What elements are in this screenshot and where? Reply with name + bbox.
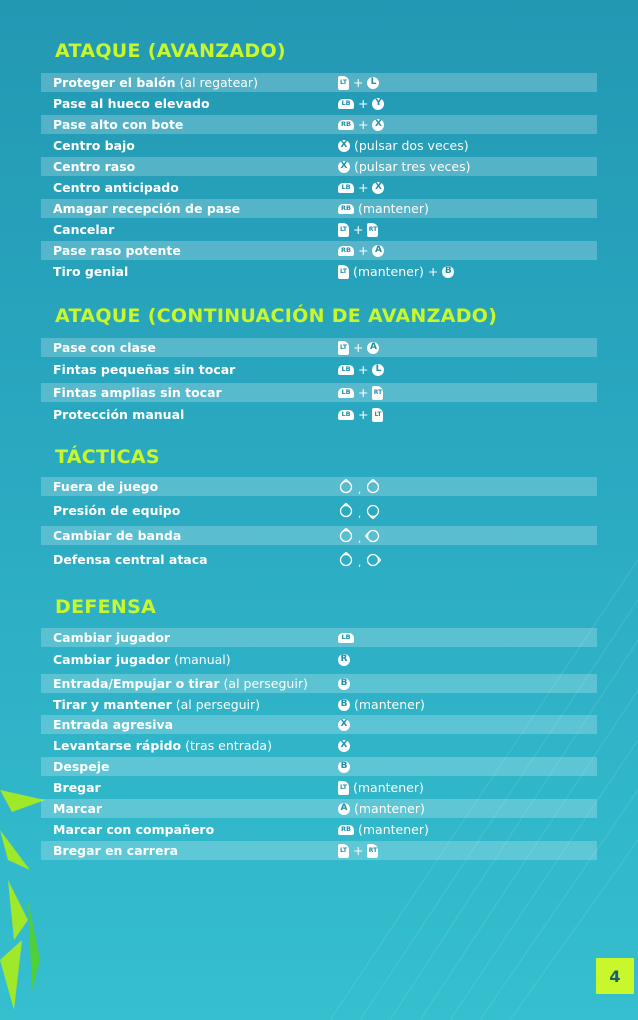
action-label (53, 676, 308, 691)
leaf-shape (0, 940, 22, 1010)
button-combo (338, 201, 429, 216)
button-combo (338, 138, 469, 153)
leaf-shape (8, 880, 28, 940)
button-combo (338, 75, 379, 90)
a-button-icon: A (372, 245, 384, 257)
combo-text: + (353, 843, 364, 858)
action-name: Marcar (53, 801, 103, 816)
x-button-icon: X (338, 719, 350, 731)
x-button-icon: X (338, 740, 350, 752)
action-note: (al perseguir) (171, 697, 261, 712)
button-combo (338, 740, 350, 752)
combo-text: + (353, 75, 364, 90)
combo-text: (mantener) (353, 780, 424, 795)
combo-text: (mantener) (354, 801, 425, 816)
button-combo (338, 801, 425, 816)
b-button-icon: B (338, 699, 350, 711)
action-name: Fintas pequeñas sin tocar (53, 362, 236, 377)
button-combo (338, 780, 424, 795)
control-row (41, 778, 597, 797)
action-label (53, 822, 214, 837)
control-row (41, 136, 597, 155)
rt-trigger-icon: RT (367, 844, 378, 858)
control-row (41, 360, 597, 379)
button-combo (338, 678, 350, 690)
action-name: Pase alto con bote (53, 117, 184, 132)
action-name: Cambiar jugador (53, 630, 171, 645)
dpad-down-icon (365, 503, 381, 519)
control-row (41, 115, 597, 134)
button-combo (338, 159, 470, 174)
combo-text: + (353, 340, 364, 355)
action-name: Bregar (53, 780, 101, 795)
rt-trigger-icon: RT (367, 223, 378, 237)
lt-trigger-icon: LT (338, 76, 349, 90)
action-label (53, 201, 240, 216)
button-combo (338, 697, 425, 712)
control-row (41, 736, 597, 755)
button-combo (338, 243, 384, 258)
rb-bumper-icon: RB (338, 246, 354, 256)
action-label (53, 759, 109, 774)
lb-bumper-icon: LB (338, 183, 354, 193)
control-row (41, 73, 597, 92)
action-label (53, 138, 135, 153)
combo-text: (mantener) (358, 201, 429, 216)
button-combo (338, 633, 354, 643)
action-name: Entrada/Empujar o tirar (53, 676, 220, 691)
action-label (53, 362, 235, 377)
control-row (41, 650, 597, 669)
action-name: Cambiar de banda (53, 528, 182, 543)
action-name: Centro anticipado (53, 180, 179, 195)
action-name: Centro raso (53, 159, 136, 174)
button-combo (338, 264, 454, 279)
x-button-icon: X (372, 119, 384, 131)
leaf-shape (28, 900, 40, 990)
section-title: TÁCTICAS (55, 446, 160, 468)
action-name: Tirar y mantener (53, 697, 172, 712)
dpad-right-icon (365, 552, 381, 568)
combo-text: + (358, 385, 369, 400)
right-stick-icon: R (338, 654, 350, 666)
b-button-icon: B (338, 678, 350, 690)
lt-trigger-icon: LT (372, 408, 383, 422)
button-combo (338, 362, 384, 377)
button-combo (338, 407, 383, 422)
action-label (53, 503, 180, 518)
action-name: Amagar recepción de pase (53, 201, 241, 216)
combo-text: (mantener) (354, 697, 425, 712)
combo-text: (mantener) + (353, 264, 439, 279)
action-name: Centro bajo (53, 138, 135, 153)
action-label (53, 180, 179, 195)
lb-bumper-icon: LB (338, 410, 354, 420)
action-name: Cancelar (53, 222, 115, 237)
action-name: Entrada agresiva (53, 717, 174, 732)
action-name: Defensa central ataca (53, 552, 208, 567)
action-name: Protección manual (53, 407, 185, 422)
action-label (53, 264, 128, 279)
button-combo (338, 719, 350, 731)
button-combo (338, 96, 384, 111)
button-combo (338, 526, 381, 545)
control-row (41, 628, 597, 647)
button-combo (338, 340, 379, 355)
button-combo (338, 654, 350, 666)
lb-bumper-icon: LB (338, 99, 354, 109)
lb-bumper-icon: LB (338, 365, 354, 375)
leaf-shape (0, 830, 30, 870)
b-button-icon: B (338, 761, 350, 773)
action-label (53, 843, 178, 858)
action-label (53, 75, 258, 90)
button-combo (338, 822, 429, 837)
lb-bumper-icon: LB (338, 388, 354, 398)
action-label (53, 780, 101, 795)
lt-trigger-icon: LT (338, 223, 349, 237)
rb-bumper-icon: RB (338, 204, 354, 214)
action-label (53, 159, 135, 174)
control-row (41, 477, 597, 496)
combo-text: (pulsar tres veces) (354, 159, 471, 174)
x-button-icon: X (338, 161, 350, 173)
dpad-left-icon (365, 528, 381, 544)
button-combo (338, 501, 381, 520)
x-button-icon: X (338, 140, 350, 152)
b-button-icon: B (442, 266, 454, 278)
button-combo (338, 222, 378, 237)
button-combo (338, 550, 381, 569)
action-label (53, 717, 173, 732)
action-name: Despeje (53, 759, 110, 774)
control-row (41, 405, 597, 424)
a-button-icon: A (367, 342, 379, 354)
combo-separator: , (358, 485, 362, 496)
rb-bumper-icon: RB (338, 120, 354, 130)
control-row (41, 841, 597, 860)
action-name: Marcar con compañero (53, 822, 215, 837)
control-row (41, 262, 597, 281)
action-name: Pase raso potente (53, 243, 181, 258)
combo-text: + (358, 96, 369, 111)
lb-bumper-icon: LB (338, 633, 354, 643)
action-label (53, 407, 184, 422)
control-row (41, 550, 597, 569)
lt-trigger-icon: LT (338, 265, 349, 279)
control-row (41, 695, 597, 714)
section-title: ATAQUE (CONTINUACIÓN DE AVANZADO) (55, 305, 498, 327)
dpad-up-icon (365, 479, 381, 495)
button-combo (338, 477, 381, 496)
control-row (41, 383, 597, 402)
y-button-icon: Y (372, 98, 384, 110)
control-row (41, 157, 597, 176)
action-label (53, 96, 210, 111)
combo-text: + (358, 117, 369, 132)
combo-text: + (358, 407, 369, 422)
action-label (53, 117, 183, 132)
action-name: Pase al hueco elevado (53, 96, 210, 111)
control-row (41, 526, 597, 545)
action-name: Proteger el balón (53, 75, 176, 90)
lt-trigger-icon: LT (338, 844, 349, 858)
control-row (41, 501, 597, 520)
action-name: Levantarse rápido (53, 738, 182, 753)
action-label (53, 738, 272, 753)
control-row (41, 220, 597, 239)
left-stick-click-icon: L (372, 364, 384, 376)
action-label (53, 479, 158, 494)
rb-bumper-icon: RB (338, 825, 354, 835)
action-label (53, 385, 222, 400)
control-row (41, 820, 597, 839)
action-note: (al regatear) (175, 75, 258, 90)
control-row (41, 799, 597, 818)
action-note: (al perseguir) (219, 676, 308, 691)
control-row (41, 241, 597, 260)
combo-separator: , (358, 558, 362, 569)
action-label (53, 801, 102, 816)
lt-trigger-icon: LT (338, 341, 349, 355)
action-label (53, 528, 181, 543)
section-title: DEFENSA (55, 596, 157, 618)
action-label (53, 222, 114, 237)
combo-text: + (358, 243, 369, 258)
action-label (53, 630, 170, 645)
dpad-up-icon (338, 503, 354, 519)
dpad-up-icon (338, 479, 354, 495)
action-name: Fintas amplias sin tocar (53, 385, 222, 400)
combo-text: + (353, 222, 364, 237)
combo-text: + (358, 362, 369, 377)
section-title: ATAQUE (AVANZADO) (55, 40, 286, 62)
combo-separator: , (358, 509, 362, 520)
a-button-icon: A (338, 803, 350, 815)
control-row (41, 199, 597, 218)
rt-trigger-icon: RT (372, 386, 383, 400)
combo-text: (mantener) (358, 822, 429, 837)
leaf-shape (0, 790, 45, 812)
action-name: Cambiar jugador (53, 652, 171, 667)
button-combo (338, 843, 378, 858)
action-name: Pase con clase (53, 340, 156, 355)
action-name: Tiro genial (53, 264, 129, 279)
dpad-up-icon (338, 528, 354, 544)
action-note: (manual) (170, 652, 231, 667)
dpad-up-icon (338, 552, 354, 568)
control-row (41, 757, 597, 776)
button-combo (338, 385, 383, 400)
page-number: 4 (596, 958, 634, 994)
x-button-icon: X (372, 182, 384, 194)
action-label (53, 552, 208, 567)
action-name: Presión de equipo (53, 503, 181, 518)
action-note: (tras entrada) (181, 738, 272, 753)
action-label (53, 652, 231, 667)
left-stick-click-icon: L (367, 77, 379, 89)
action-label (53, 697, 260, 712)
combo-text: (pulsar dos veces) (354, 138, 469, 153)
control-row (41, 338, 597, 357)
button-combo (338, 180, 384, 195)
button-combo (338, 117, 384, 132)
control-row (41, 674, 597, 693)
combo-text: + (358, 180, 369, 195)
action-name: Fuera de juego (53, 479, 159, 494)
button-combo (338, 761, 350, 773)
control-row (41, 178, 597, 197)
control-row (41, 94, 597, 113)
action-label (53, 243, 181, 258)
control-row (41, 715, 597, 734)
action-label (53, 340, 156, 355)
combo-separator: , (358, 534, 362, 545)
action-name: Bregar en carrera (53, 843, 179, 858)
lt-trigger-icon: LT (338, 781, 349, 795)
